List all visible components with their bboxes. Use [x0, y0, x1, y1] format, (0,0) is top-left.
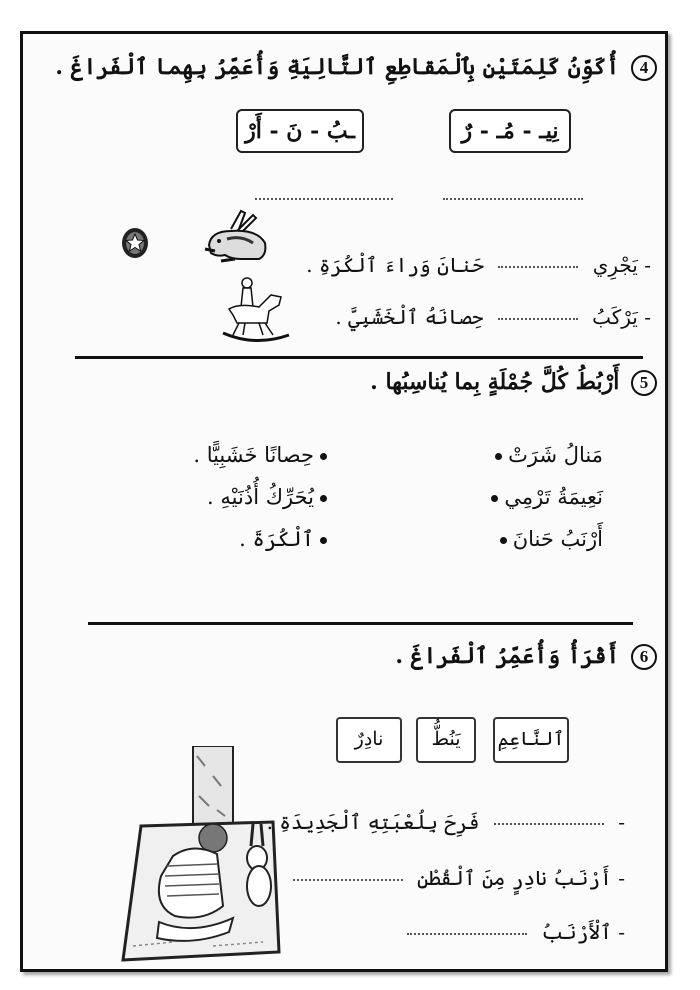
- answer-blank-3[interactable]: [494, 823, 604, 825]
- sentence-text: ٱلْأَرْنَبُ: [541, 920, 612, 944]
- match-right-item-1: [133, 438, 333, 472]
- match-dot[interactable]: [495, 453, 502, 460]
- sentence-rest: حَنانَ وَراءَ ٱلْكُرَةِ .: [306, 253, 484, 277]
- match-right-text: يُحَرِّكُ أُذُنَيْهِ .: [207, 485, 314, 509]
- q6-heading: [257, 641, 657, 671]
- dash: -: [618, 920, 625, 944]
- dash: -: [644, 253, 651, 277]
- match-dot[interactable]: [491, 495, 498, 502]
- match-left-text: نَعِيمَةُ تَرْمِي: [504, 485, 603, 509]
- answer-blank-1[interactable]: [498, 266, 578, 268]
- match-right-text: حِصانًا خَشَبِيًّا .: [193, 443, 314, 467]
- q5-number: 5: [631, 370, 657, 396]
- q6-number: 6: [631, 644, 657, 670]
- q4-instruction: أُكَوِّنُ كَلِمَتَيْنِ بِٱلْمَقاطِعِ ٱلتَّالِيَةِ وَأُعَمِّرُ بِهِما ٱلْفَراغَ .: [55, 54, 620, 80]
- q4-sentence-2: [251, 302, 651, 332]
- q5-left-column: [403, 438, 603, 556]
- word-bank-text: يَنُطُّ: [431, 728, 461, 750]
- q6-sentence-3: [265, 917, 625, 947]
- dash: -: [618, 866, 625, 890]
- match-dot[interactable]: [500, 537, 507, 544]
- match-dot[interactable]: [320, 537, 327, 544]
- match-left-item-2: [403, 480, 603, 514]
- syllable-set-2: ـبُ - نَ - أَرْ: [245, 118, 355, 144]
- q5-heading: [157, 367, 657, 397]
- answer-blank-2[interactable]: [498, 318, 578, 320]
- sentence-rest: حِصانَهُ ٱلْخَشَبِيَّ .: [335, 305, 484, 329]
- sentence-verb: يَرْكَبُ: [592, 305, 638, 329]
- q4-number: 4: [631, 55, 657, 81]
- dash: -: [618, 810, 625, 834]
- q6-sentence-1: [265, 807, 625, 837]
- sentence-text: أَرْنَبُ نادِرٍ مِنَ ٱلْقُطْنِ: [417, 866, 612, 890]
- word-bank-item-2: [416, 717, 476, 763]
- syllable-set-1: نِيـ - مُـ - رٌ: [461, 118, 559, 144]
- syllable-box-2: [236, 109, 364, 153]
- match-left-text: أَرْنَبُ حَنانَ: [512, 527, 603, 551]
- sentence-text: فَرِحَ بِلُعْبَتِهِ ٱلْجَدِيدَةِ .: [266, 810, 480, 834]
- word-bank-item-1: [493, 717, 569, 763]
- syllable-box-1: [449, 109, 571, 153]
- word-bank-text: نادِرٌ: [354, 728, 384, 750]
- word-bank-text: ٱلنَّاعِمِ: [497, 728, 565, 750]
- match-left-text: مَنالُ شَرَتْ: [508, 443, 603, 467]
- match-left-item-1: [403, 438, 603, 472]
- q6-instruction: أَقْرَأُ وَأُعَمِّرُ ٱلْفَراغَ .: [395, 643, 620, 669]
- match-right-item-3: [133, 522, 333, 556]
- q5-instruction: أَرْبُطُ كُلَّ جُمْلَةٍ بِما يُناسِبُها .: [370, 369, 620, 395]
- answer-line-word-1[interactable]: [443, 198, 583, 200]
- match-dot[interactable]: [320, 495, 327, 502]
- sentence-verb: يَجْرِي: [592, 253, 638, 277]
- answer-blank-4[interactable]: [293, 879, 403, 881]
- match-right-item-2: [133, 480, 333, 514]
- answer-blank-5[interactable]: [407, 933, 527, 935]
- section-divider-1: [75, 356, 643, 359]
- q6-sentence-2: [265, 863, 625, 893]
- q5-right-column: [133, 438, 333, 556]
- match-left-item-3: [403, 522, 603, 556]
- answer-line-word-2[interactable]: [255, 198, 393, 200]
- q4-heading: [55, 52, 657, 82]
- q4-sentence-1: [251, 250, 651, 280]
- section-divider-2: [88, 622, 633, 625]
- dash: -: [644, 305, 651, 329]
- worksheet-page: [20, 31, 668, 972]
- match-right-text: ٱلْكُرَةَ .: [239, 527, 314, 551]
- star-badge-icon: [120, 226, 150, 260]
- match-dot[interactable]: [320, 453, 327, 460]
- word-bank-item-3: [336, 717, 402, 763]
